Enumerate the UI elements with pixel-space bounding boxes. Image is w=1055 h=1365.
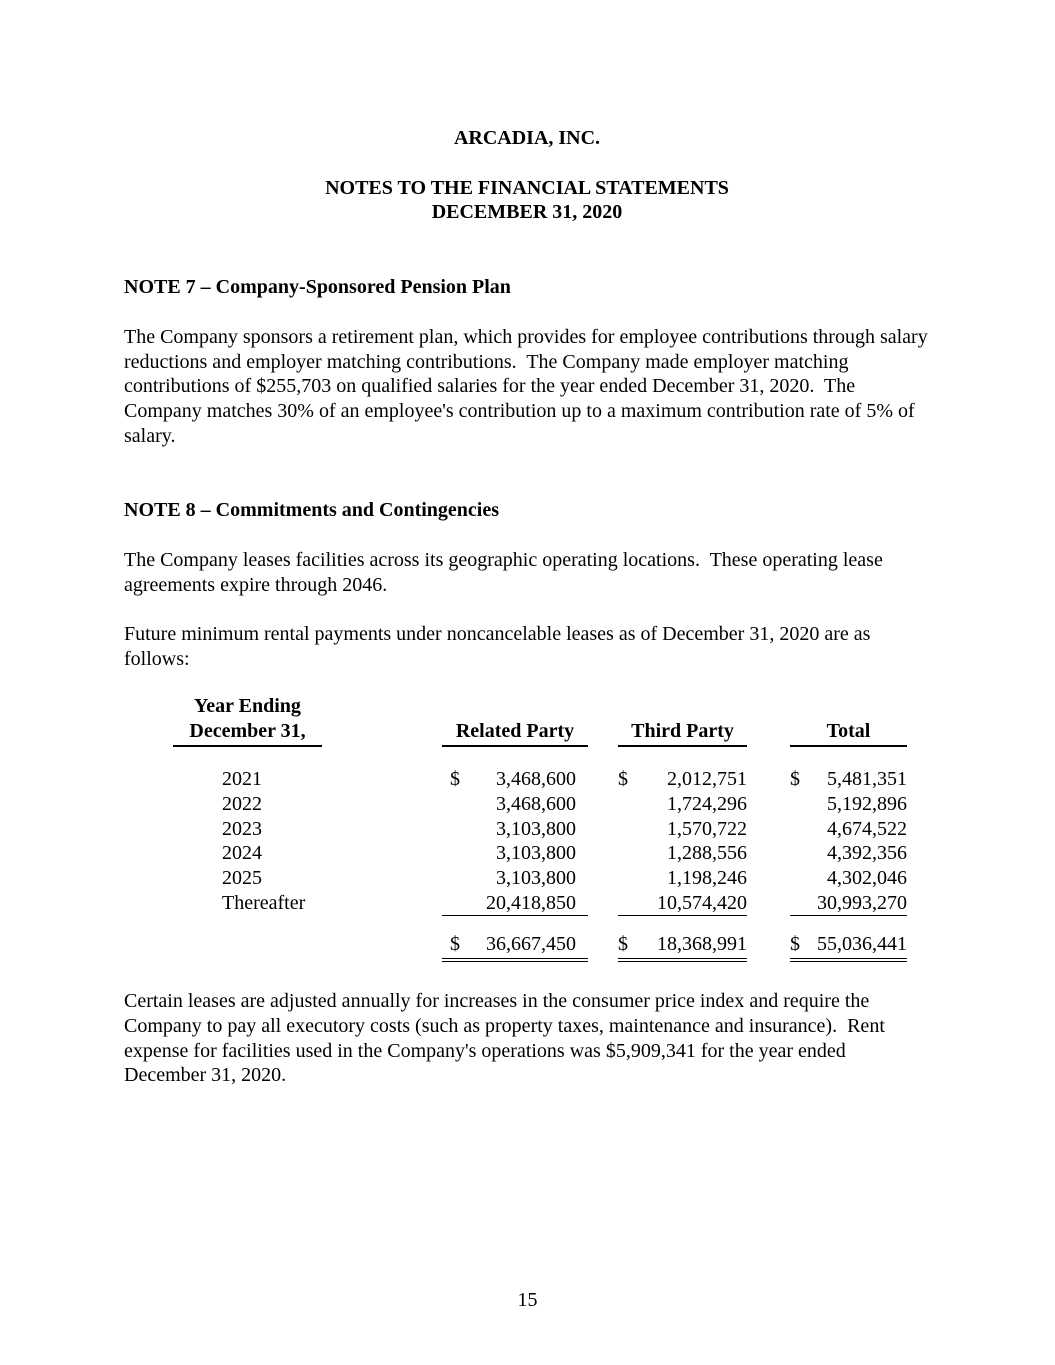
year-cell: 2023 bbox=[222, 817, 262, 840]
document-date: DECEMBER 31, 2020 bbox=[431, 201, 623, 224]
dollar-sign: $ bbox=[618, 933, 628, 956]
note8-paragraph-leases: The Company leases facilities across its geographic operating locations. These operating lease agreements expire through 2046. bbox=[124, 549, 888, 596]
document-title: NOTES TO THE FINANCIAL STATEMENTS bbox=[325, 176, 729, 199]
amount-value: 3,468,600 bbox=[496, 768, 576, 791]
total-amount bbox=[790, 841, 907, 866]
note8-paragraph-future-payments: Future minimum rental payments under noncancelable leases as of December 31, 2020 are as follows: bbox=[124, 623, 876, 671]
column-header-third-party: Third Party bbox=[618, 719, 747, 748]
amount-value: 5,481,351 bbox=[827, 768, 907, 791]
table-header-row bbox=[173, 694, 930, 747]
table-row-2021 bbox=[173, 767, 930, 792]
table-row-2023 bbox=[173, 817, 930, 842]
amount-value: 36,667,450 bbox=[486, 933, 576, 956]
amount-value: 30,993,270 bbox=[817, 891, 907, 914]
amount-value: 20,418,850 bbox=[486, 891, 576, 914]
document-title-block bbox=[124, 176, 930, 225]
grand-total bbox=[790, 932, 907, 962]
amount-value: 3,468,600 bbox=[496, 792, 576, 815]
total-amount bbox=[790, 891, 907, 917]
table-row-2025 bbox=[173, 866, 930, 891]
dollar-sign: $ bbox=[450, 768, 460, 791]
third-party-amount bbox=[618, 891, 747, 917]
note7-paragraph: The Company sponsors a retirement plan, which provides for employee contributions through salary reductions and employer matching contributions. The Company made employer matching contributions of $255,703 on qualified salaries for the year ended December 31, 2020. The Company matches 30% of an employee's contribution up to a maximum contribution rate of 5% of salary. bbox=[124, 325, 933, 447]
year-cell: 2024 bbox=[222, 842, 262, 865]
amount-value: 4,674,522 bbox=[827, 817, 907, 840]
total-amount bbox=[790, 792, 907, 817]
year-cell: 2022 bbox=[222, 792, 262, 815]
amount-value: 10,574,420 bbox=[657, 891, 747, 914]
amount-value: 5,192,896 bbox=[827, 792, 907, 815]
amount-value: 1,724,296 bbox=[667, 792, 747, 815]
third-party-total bbox=[618, 932, 747, 962]
amount-value: 1,198,246 bbox=[667, 867, 747, 890]
related-party-amount bbox=[442, 891, 588, 917]
third-party-amount bbox=[618, 817, 747, 842]
company-name: ARCADIA, INC. bbox=[453, 127, 601, 149]
note8-paragraph-rent-expense: Certain leases are adjusted annually for increases in the consumer price index and require the Company to pay all executory costs (such as property taxes, maintenance and insurance). Rent expense for facilities used in the Company's operations was $5,909,341 for the year ended December 31, 2020. bbox=[124, 990, 890, 1087]
year-cell: 2021 bbox=[222, 768, 262, 791]
related-party-amount bbox=[442, 841, 588, 866]
column-header-year-ending bbox=[173, 694, 322, 747]
related-party-amount bbox=[442, 792, 588, 817]
related-party-amount bbox=[442, 866, 588, 891]
third-party-amount bbox=[618, 866, 747, 891]
note8-heading: NOTE 8 – Commitments and Contingencies bbox=[124, 499, 500, 522]
amount-value: 4,392,356 bbox=[827, 842, 907, 865]
dollar-sign: $ bbox=[790, 768, 800, 791]
page-number: 15 bbox=[517, 1289, 538, 1312]
column-header-total: Total bbox=[790, 719, 907, 748]
amount-value: 3,103,800 bbox=[496, 867, 576, 890]
column-header-year-line1: Year Ending bbox=[194, 694, 301, 717]
column-header-related-party: Related Party bbox=[442, 719, 588, 748]
year-cell: Thereafter bbox=[222, 891, 306, 914]
note7-heading: NOTE 7 – Company-Sponsored Pension Plan bbox=[124, 276, 511, 299]
third-party-amount bbox=[618, 841, 747, 866]
dollar-sign: $ bbox=[790, 933, 800, 956]
year-cell: 2025 bbox=[222, 867, 262, 890]
amount-value: 1,570,722 bbox=[667, 817, 747, 840]
amount-value: 3,103,800 bbox=[496, 817, 576, 840]
related-party-total bbox=[442, 932, 588, 962]
amount-value: 4,302,046 bbox=[827, 867, 907, 890]
total-amount bbox=[790, 767, 907, 792]
amount-value: 3,103,800 bbox=[496, 842, 576, 865]
related-party-amount bbox=[442, 767, 588, 792]
third-party-amount bbox=[618, 767, 747, 792]
column-header-year-line2: December 31, bbox=[189, 719, 306, 742]
third-party-amount bbox=[618, 792, 747, 817]
table-row-2022 bbox=[173, 792, 930, 817]
amount-value: 2,012,751 bbox=[667, 768, 747, 791]
totals-label-cell bbox=[173, 932, 322, 962]
dollar-sign: $ bbox=[450, 933, 460, 956]
amount-value: 1,288,556 bbox=[667, 842, 747, 865]
related-party-amount bbox=[442, 817, 588, 842]
table-body bbox=[173, 767, 930, 962]
table-row-2024 bbox=[173, 841, 930, 866]
dollar-sign: $ bbox=[618, 768, 628, 791]
total-amount bbox=[790, 817, 907, 842]
lease-payments-table bbox=[173, 694, 930, 962]
table-totals-row bbox=[173, 932, 930, 962]
amount-value: 55,036,441 bbox=[817, 933, 907, 956]
total-amount bbox=[790, 866, 907, 891]
amount-value: 18,368,991 bbox=[657, 933, 747, 956]
table-row-thereafter bbox=[173, 891, 930, 917]
